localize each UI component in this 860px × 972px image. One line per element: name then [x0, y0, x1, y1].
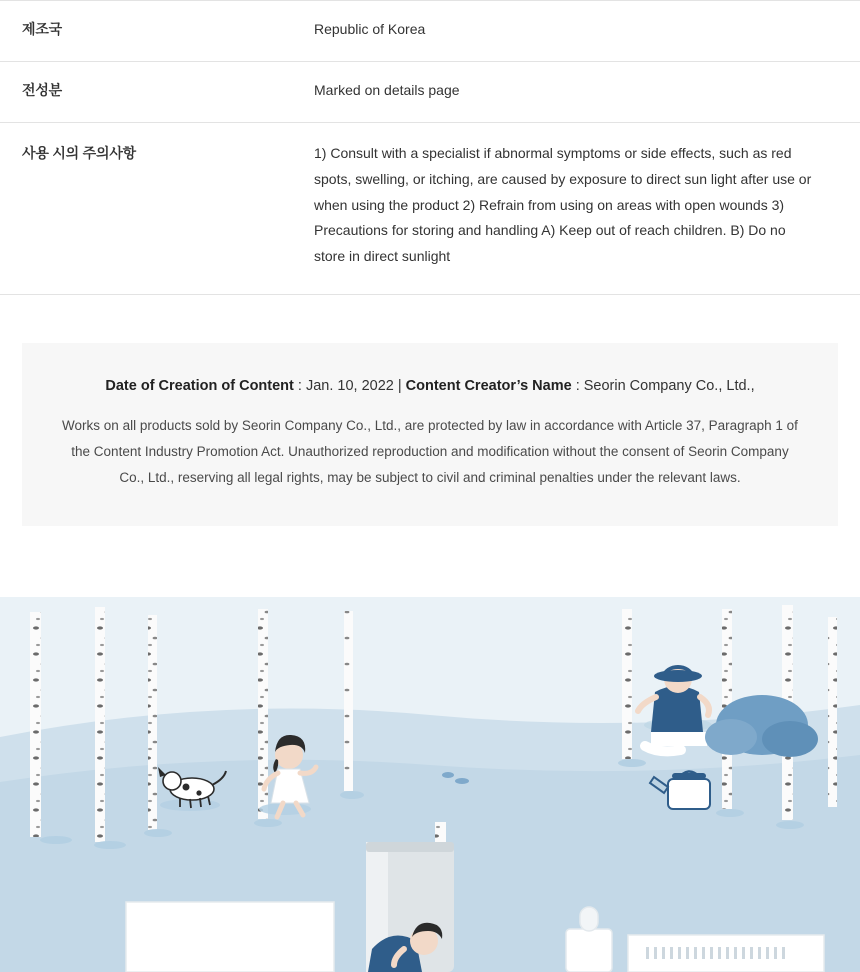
product-carton: [628, 935, 824, 972]
product-illustration: [0, 597, 860, 972]
product-box: [126, 902, 334, 972]
creation-date-value: : Jan. 10, 2022 |: [297, 378, 402, 395]
copyright-heading: [62, 373, 798, 401]
product-spec-table: [0, 0, 860, 295]
table-row: [0, 122, 860, 294]
creator-name-value: : Seorin Company Co., Ltd.,: [575, 378, 755, 395]
spec-label: 전성분: [22, 81, 62, 98]
spec-value: Marked on details page: [314, 81, 460, 98]
spec-value: Republic of Korea: [314, 21, 426, 37]
table-row: [0, 61, 860, 122]
illustration-svg: [0, 597, 860, 972]
spec-label: 제조국: [22, 21, 62, 37]
spec-label: 사용 시의 주의사항: [22, 144, 136, 161]
copyright-notice: [22, 343, 838, 525]
creator-name-label: Content Creator’s Name: [405, 378, 572, 395]
spec-value: 1) Consult with a specialist if abnormal symptoms or side effects, such as red spots, swelling, or itching, are caused by exposure to direct sun light after use or when using the product 2) Refrain from using on areas with open wounds 3) Precautions for storing and handling A) Keep out of reach children. B) Do no store in direct sunlight: [314, 144, 812, 265]
creation-date-label: Date of Creation of Content: [105, 378, 294, 395]
table-row: [0, 1, 860, 62]
copyright-body-text: Works on all products sold by Seorin Company Co., Ltd., are protected by law in accordance with Article 37, Paragraph 1 of the Content Industry Promotion Act. Unauthorized reproduction and modification without the consent of Seorin Company Co., Ltd., reserving all legal rights, may be subject to civil and criminal penalties under the relevant laws.: [62, 417, 798, 486]
